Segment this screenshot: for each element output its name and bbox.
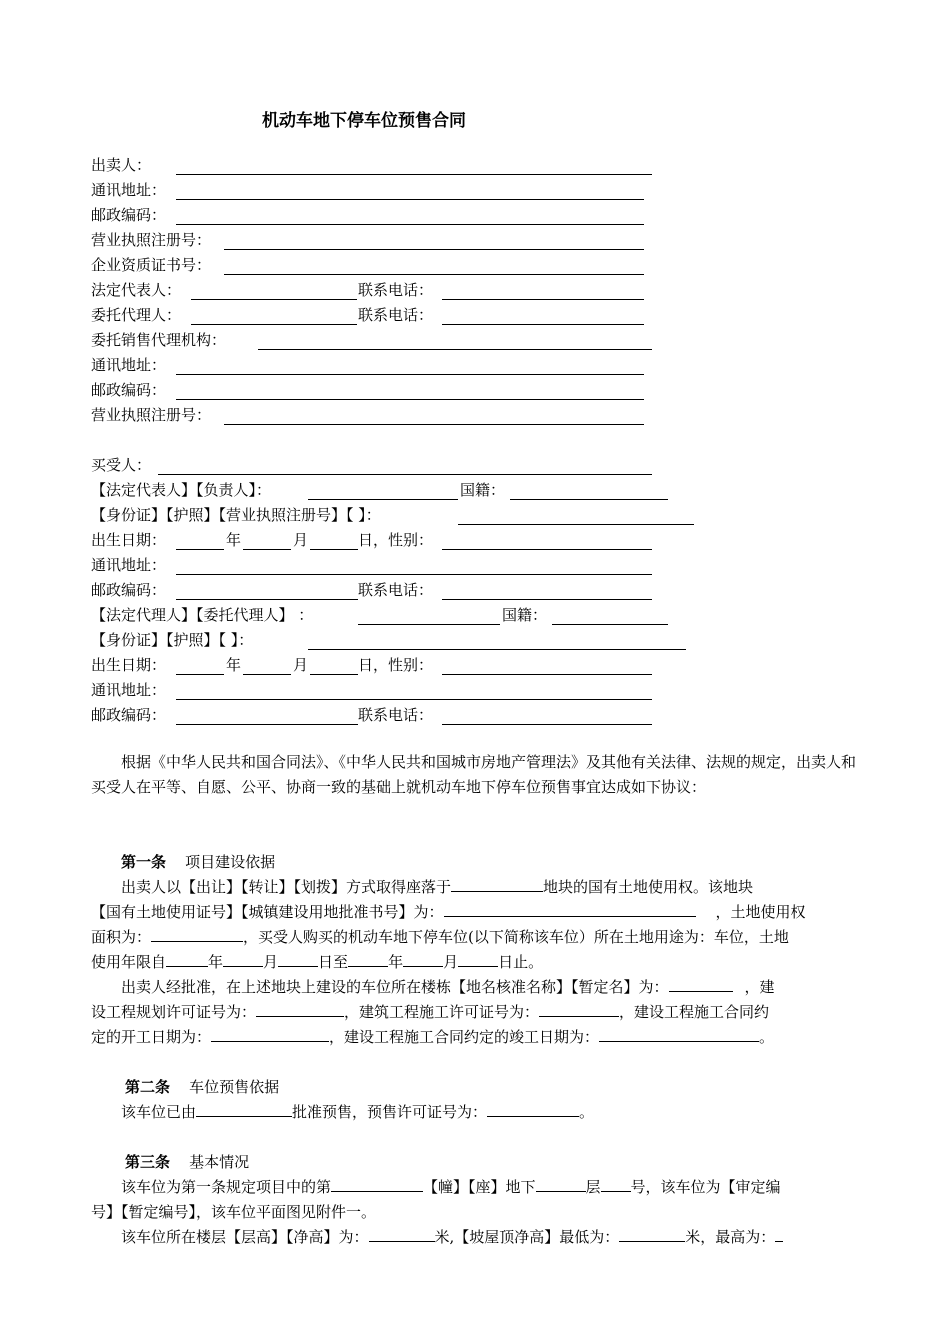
buyer-agent-id-field[interactable] (308, 635, 686, 650)
a3-p1-d: 号，该车位为【审定编 (630, 1178, 781, 1196)
buyer-birth-label: 出生日期： (91, 531, 167, 549)
a1-planning-permit-field[interactable] (256, 1002, 344, 1017)
seller-row (91, 155, 151, 175)
a1-start-month-field[interactable] (223, 952, 263, 967)
seller-postcode-field[interactable] (176, 210, 644, 225)
a3-p1-c: 层 (585, 1178, 601, 1196)
buyer-field[interactable] (158, 460, 652, 475)
article1-number: 第一条 (121, 853, 167, 871)
a2-p-a: 该车位已由 (121, 1103, 197, 1121)
a1-end-month-field[interactable] (403, 952, 443, 967)
buyer-agent-postcode-label: 邮政编码： (91, 706, 167, 724)
seller-phone-field[interactable] (442, 285, 644, 300)
a1-p2-c: 设工程规划许可证号为： (91, 1003, 257, 1021)
a1-p1-e: 面积为： (91, 928, 152, 946)
a1-p2-d: ，建筑工程施工许可证号为： (344, 1003, 540, 1021)
seller-address-label: 通讯地址： (91, 181, 167, 199)
a2-p-b: 批准预售，预售许可证号为： (292, 1103, 488, 1121)
a1-start-date-field[interactable] (211, 1027, 329, 1042)
a2-presale-permit-field[interactable] (487, 1102, 579, 1117)
agency-license-field[interactable] (224, 410, 644, 425)
seller-agent-label: 委托代理人： (91, 306, 182, 324)
agency-address-field[interactable] (176, 360, 644, 375)
article2-heading (125, 1077, 279, 1097)
buyer-agent-nationality-label: 国籍： (502, 606, 548, 624)
a1-location-field[interactable] (451, 877, 543, 892)
buyer-agent-nationality-field[interactable] (552, 610, 668, 625)
article1-title: 项目建设依据 (185, 853, 276, 871)
a1-p1-g: 使用年限自 (91, 953, 167, 971)
buyer-agent-postcode-field[interactable] (176, 710, 358, 725)
a3-building-field[interactable] (331, 1177, 423, 1192)
buyer-birth-day-field[interactable] (310, 535, 358, 550)
article2-title: 车位预售依据 (189, 1078, 280, 1096)
seller-license-field[interactable] (224, 235, 644, 250)
buyer-agent-birth-label: 出生日期： (91, 656, 167, 674)
a1-p2-b: ，建 (744, 978, 775, 996)
seller-qualification-label: 企业资质证书号： (91, 256, 212, 274)
buyer-phone-label: 联系电话： (358, 581, 434, 599)
buyer-postcode-field[interactable] (176, 585, 358, 600)
agency-license-label: 营业执照注册号： (91, 406, 212, 424)
a1-p1-i: 月 (263, 953, 279, 971)
a1-p1-b: 地块的国有土地使用权。该地块 (543, 878, 754, 896)
a1-p1-a: 出卖人以【出让】【转让】【划拨】方式取得座落于 (121, 878, 452, 896)
buyer-agent-phone-field[interactable] (442, 710, 652, 725)
buyer-nationality-label: 国籍： (460, 481, 506, 499)
buyer-gender-field[interactable] (442, 535, 652, 550)
buyer-agent-id-label: 【身份证】【护照】【 】： (91, 631, 254, 649)
buyer-id-field[interactable] (458, 510, 694, 525)
seller-phone-label: 联系电话： (358, 281, 434, 299)
sales-agency-field[interactable] (258, 335, 652, 350)
buyer-agent-field[interactable] (358, 610, 500, 625)
buyer-agent-gender-field[interactable] (442, 660, 652, 675)
a1-cert-no-field[interactable] (444, 902, 696, 917)
seller-qualification-field[interactable] (224, 260, 644, 275)
buyer-agent-day-gender-label: 日，性别： (358, 656, 434, 674)
a1-p1-k: 年 (388, 953, 404, 971)
seller-field[interactable] (176, 160, 652, 175)
a3-p1-b: 【幢】【座】地下 (423, 1178, 536, 1196)
buyer-postcode-label: 邮政编码： (91, 581, 167, 599)
a3-floor-height-field[interactable] (369, 1227, 435, 1242)
buyer-address-label: 通讯地址： (91, 556, 167, 574)
buyer-nationality-field[interactable] (510, 485, 668, 500)
buyer-agent-year-field[interactable] (176, 660, 224, 675)
seller-license-label: 营业执照注册号： (91, 231, 212, 249)
seller-postcode-label: 邮政编码： (91, 206, 167, 224)
buyer-address-field[interactable] (176, 560, 652, 575)
a1-p1-h: 年 (208, 953, 224, 971)
a1-end-day-field[interactable] (458, 952, 498, 967)
seller-label: 出卖人： (91, 156, 152, 174)
a2-p-c: 。 (579, 1103, 595, 1121)
a1-p1-d: ，土地使用权 (715, 903, 806, 921)
sales-agency-label: 委托销售代理机构： (91, 331, 227, 349)
buyer-label: 买受人： (91, 456, 152, 474)
agency-address-label: 通讯地址： (91, 356, 167, 374)
buyer-birth-year-field[interactable] (176, 535, 224, 550)
article3-number: 第三条 (125, 1153, 171, 1171)
a3-floor-field[interactable] (536, 1177, 586, 1192)
buyer-legal-rep-field[interactable] (308, 485, 458, 500)
a1-construction-permit-field[interactable] (539, 1002, 619, 1017)
article3-heading (125, 1152, 249, 1172)
a1-building-name-field[interactable] (669, 977, 733, 992)
buyer-agent-label: 【法定代理人】【委托代理人】 ： (91, 606, 314, 624)
buyer-legal-rep-label: 【法定代表人】【负责人】： (91, 481, 272, 499)
agency-postcode-field[interactable] (176, 385, 644, 400)
article3-title: 基本情况 (189, 1153, 250, 1171)
buyer-agent-address-field[interactable] (176, 685, 652, 700)
a1-start-day-field[interactable] (278, 952, 318, 967)
a1-p2-f: 定的开工日期为： (91, 1028, 212, 1046)
a1-p1-j: 日至 (318, 953, 349, 971)
preamble-paragraph: 根据《中华人民共和国合同法》、《中华人民共和国城市房地产管理法》及其他有关法律、法规的规定，出卖人和买受人在平等、自愿、公平、协商一致的基础上就机动车地下停车位预售事宜达成如下协议： (91, 753, 857, 796)
buyer-day-gender-label: 日，性别： (358, 531, 434, 549)
a3-p1-a: 该车位为第一条规定项目中的第 (121, 1178, 332, 1196)
buyer-agent-month-label: 月 (293, 656, 309, 674)
a3-number-field[interactable] (601, 1177, 631, 1192)
buyer-agent-year-label: 年 (226, 656, 242, 674)
seller-address-field[interactable] (176, 185, 644, 200)
a1-p2-g: ，建设工程施工合同约定的竣工日期为： (329, 1028, 600, 1046)
buyer-phone-field[interactable] (442, 585, 652, 600)
buyer-agent-day-field[interactable] (310, 660, 358, 675)
page-title: 机动车地下停车位预售合同 (262, 111, 466, 131)
a1-area-field[interactable] (151, 927, 243, 942)
a1-p2-a: 出卖人经批准，在上述地块上建设的车位所在楼栋【地名核准名称】【暂定名】为： (121, 978, 669, 996)
a1-end-year-field[interactable] (348, 952, 388, 967)
article1-heading (121, 852, 275, 872)
a3-min-height-field[interactable] (619, 1227, 685, 1242)
a1-start-year-field[interactable] (166, 952, 208, 967)
a1-p1-l: 月 (443, 953, 459, 971)
a1-p1-c: 【国有土地使用证号】【城镇建设用地批准书号】为： (91, 903, 444, 921)
a3-p2-a: 该车位所在楼层【层高】【净高】为： (121, 1228, 369, 1246)
seller-agent-field[interactable] (191, 310, 357, 325)
seller-legal-rep-field[interactable] (191, 285, 357, 300)
buyer-agent-month-field[interactable] (243, 660, 291, 675)
buyer-agent-phone-label: 联系电话： (358, 706, 434, 724)
article2-number: 第二条 (125, 1078, 171, 1096)
buyer-month-label: 月 (293, 531, 309, 549)
a1-p2-e: ，建设工程施工合同约 (619, 1003, 770, 1021)
a1-completion-date-field[interactable] (599, 1027, 759, 1042)
seller-legal-rep-label: 法定代表人： (91, 281, 182, 299)
a3-p1-e: 号】【暂定编号】，该车位平面图见附件一。 (91, 1203, 377, 1221)
a3-p2-c: 米，最高为： (685, 1228, 776, 1246)
agency-postcode-label: 邮政编码： (91, 381, 167, 399)
a1-p2-h: 。 (759, 1028, 775, 1046)
buyer-id-label: 【身份证】【护照】【营业执照注册号】【 】： (91, 506, 381, 524)
a1-p1-m: 日止。 (498, 953, 544, 971)
buyer-agent-address-label: 通讯地址： (91, 681, 167, 699)
a3-p2-b: 米,【坡屋顶净高】最低为： (434, 1228, 620, 1246)
buyer-birth-month-field[interactable] (243, 535, 291, 550)
a1-p1-f: ，买受人购买的机动车地下停车位(以下简称该车位）所在土地用途为：车位，土地 (243, 928, 789, 946)
buyer-year-label: 年 (226, 531, 242, 549)
seller-agent-phone-field[interactable] (442, 310, 644, 325)
a2-approver-field[interactable] (196, 1102, 292, 1117)
seller-agent-phone-label: 联系电话： (358, 306, 434, 324)
a3-max-height-field[interactable] (775, 1227, 783, 1242)
